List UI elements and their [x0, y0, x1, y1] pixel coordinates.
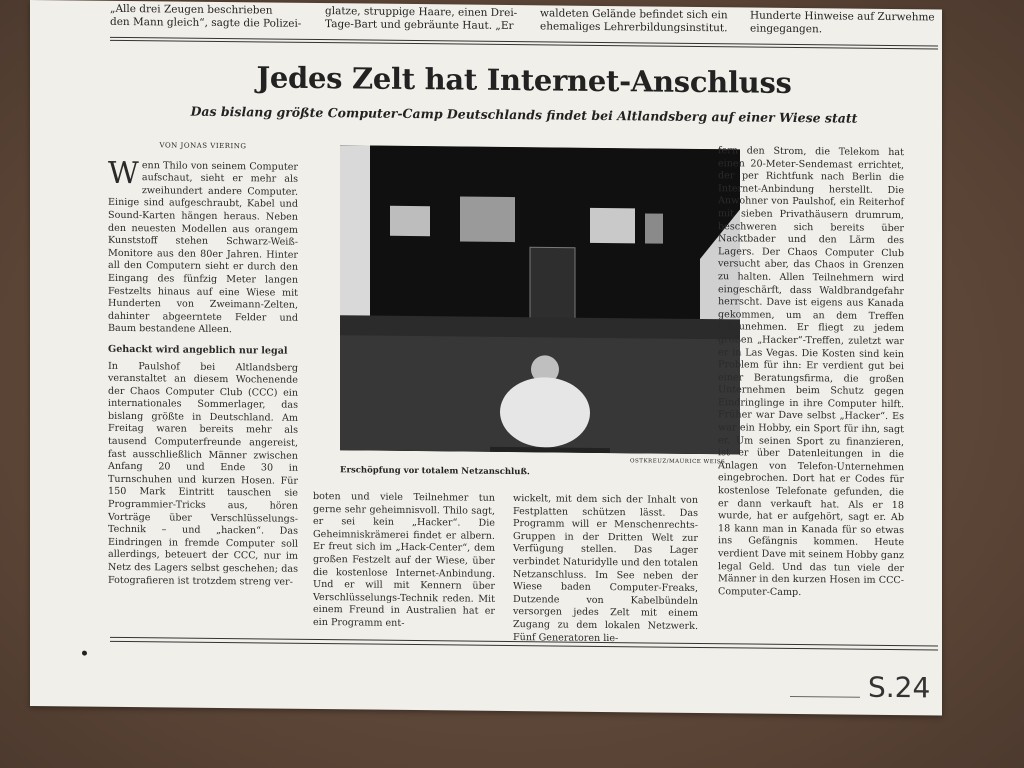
byline: VON JONAS VIERING [159, 141, 247, 151]
strip-col-3: waldeten Gelände befindet sich ein ehemaliges Lehrerbildungsinstitut. [540, 7, 728, 35]
column-1 [108, 139, 298, 589]
col1-paragraph-2: In Paulshof bei Altlandsberg veranstaltet an diesem Wochenende der Chaos Computer Club (CCC) ein internationales Sommerlager, das bislang größte in Deutschland. Am Freitag waren bereits mehr als tausend Computerfreunde angereist, fast ausschließlich Männer zwischen Anfang 20 und Ende 30 in Turnschuhen und kurzen Hosen. Für 150 Mark Eintritt tauschen sie Programmier-Tricks aus, hören Vorträge über Verschlüsselungs-Technik – und „hacken“. Das Eindringen in fremde Computer soll allerdings, beteuert der CCC, nur im Netz des Lagers selbst geschehen; das Fotografieren ist trotzdem streng ver- [108, 360, 298, 588]
column-2: boten und viele Teilnehmer tun gerne sehr geheimnisvoll. Thilo sagt, er sei kein „Hacker“. Die Geheimniskrämerei findet er albern. Er freut sich im „Hack-Center“, dem großen Festzelt auf der Wiese, über die kostenlose Internet-Anbindung. Und er will mit Kennern über Verschlüsselungs-Technik reden. Mit einem Freund in Australien hat er ein Programm ent- [313, 490, 495, 629]
pencil-line [790, 696, 860, 698]
headline: Jedes Zelt hat Internet-Anschluss [256, 60, 792, 100]
hole-punch-dot [82, 651, 87, 656]
handwritten-page-number: S.24 [868, 670, 931, 705]
photo-credit: OSTKREUZ/MAURICE WEISS [630, 458, 726, 466]
strip-col-1: „Alle drei Zeugen beschrieben den Mann gleich“, sagte die Polizei- [110, 2, 302, 30]
photo-person-lying-in-grass [340, 145, 740, 454]
drop-cap: W [108, 155, 139, 191]
photo-caption: Erschöpfung vor totalem Netzanschluß. [340, 465, 530, 478]
col1-paragraph-1: enn Thilo von seinem Computer aufschaut, sieht er mehr als zweihundert andere Computer. Einige sind aufgeschraubt, Kabel und Sound-Karten hängen heraus. Neben den neuesten Modellen aus orangem Kunststoff stehen Schwarz-Weiß-Monitore aus den 80er Jahren. Hinter all den Computern sieht er durch den Eingang des fünfzig Meter langen Festzelts hinaus auf eine Wiese mit Hunderten von Zweimann-Zelten, dahinter abgeerntete Felder und Baum bestandene Alleen. [108, 159, 298, 336]
strip-col-2: glatze, struppige Haare, einen Drei- Tage-Bart und gebräunte Haut. „Er [325, 5, 518, 33]
strip-col-4: Hunderte Hinweise auf Zurwehme eingegangen. [750, 9, 935, 36]
article-photo [340, 145, 740, 454]
previous-article-strip [110, 1, 950, 40]
subheadline: Das bislang größte Computer-Camp Deutschlands findet bei Altlandsberg auf einer Wiese statt [190, 103, 858, 126]
column-3: wickelt, mit dem sich der Inhalt von Festplatten schützen lässt. Das Programm will er Menschenrechts-Gruppen in der Dritten Welt zur Verfügung stellen. Das Lager verbindet Naturidylle und den totalen Netzanschluss. Im See neben der Wiese baden Computer-Freaks, Dutzende von Kabelbündeln versorgen jedes Zelt mit einem Zugang zu dem lokalen Netzwerk. Fünf Generatoren lie- [513, 493, 698, 644]
newspaper-clipping [30, 0, 942, 716]
intertitle: Gehackt wird angeblich nur legal [108, 343, 288, 357]
column-4: fern den Strom, die Telekom hat einen 20-Meter-Sendemast errichtet, der per Richtfunk nach Berlin die Internet-Anbindung herstellt. Die Anwohner von Paulshof, ein Reiterhof mit sieben Privathäusern drumrum, beschweren sich bereits über Nacktbader und den Lärm des Lagers. Der Chaos Computer Club versucht aber, das Chaos in Grenzen zu halten. Allen Teilnehmern wird eingeschärft, dass Waldbrandgefahr herrscht. Dave ist eigens aus Kanada gekommen, um an dem Treffen teilzunehmen. Er fliegt zu jedem großen „Hacker“-Treffen, zuletzt war er in Las Vegas. Die Kosten sind kein Problem für ihn: Er verdient gut bei einer Beratungsfirma, die großen Unternehmen beim Schutz gegen Eindringlinge in ihre Computer hilft. Früher war Dave selbst „Hacker“. Es war ein Hobby, ein Sport für ihn, sagt er. Um seinen Sport zu finanzieren, ist er über Datenleitungen in die Anlagen von Telefon-Unternehmen eingebrochen. Dort hat er Codes für kostenlose Telefonate gefunden, die er dann verkauft hat. Als er 18 wurde, hat er aufgehört, sagt er. Ab 18 kann man in Kanada für so etwas ins Gefängnis kommen. Heute verdient Dave mit seinem Hobby ganz legal Geld. Und das tun viele der Männer in den kurzen Hosen im CCC-Computer-Camp. [718, 145, 904, 598]
